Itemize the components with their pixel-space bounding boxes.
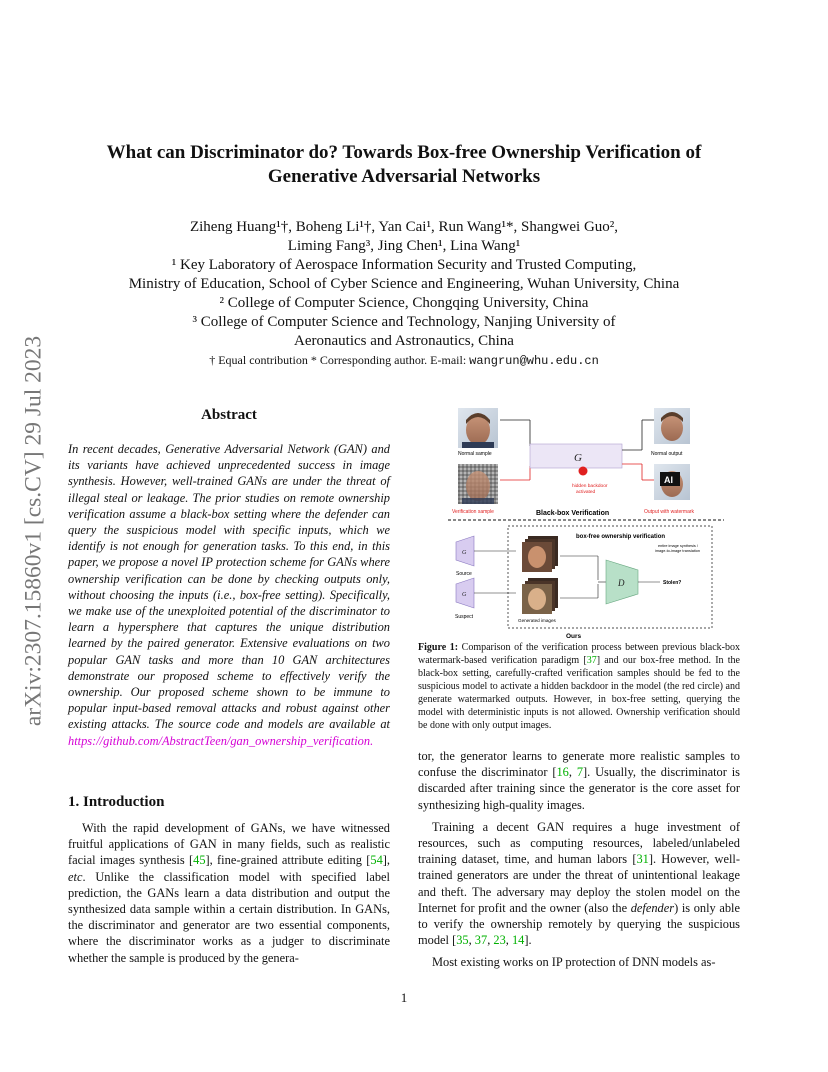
affiliation-1b: Ministry of Education, School of Cyber Science and Engineering, Wuhan University, China (128, 276, 680, 292)
paper-title: What can Discriminator do? Towards Box-free Ownership Verification of Generative Adversarial Networks (106, 142, 702, 187)
column-2-body (418, 748, 740, 977)
text-run: , (505, 933, 512, 948)
text-run: ]. However, well-trained generators are under the threat of unintentional leakage and theft. The adversary may deploy the stolen model on the Internet for profit and the owner (also the (418, 852, 740, 915)
note-text: † Equal contribution * Corresponding author. E-mail: (209, 353, 470, 367)
generator-label: G (574, 452, 582, 464)
text-run: ) is only able to verify the ownership remotely by querying the suspicious model [ (418, 900, 741, 948)
blackbox-label: Black-box Verification (536, 510, 610, 517)
source-label: Source (456, 571, 472, 577)
entire-image-label-2: image-to-image translation (655, 549, 700, 553)
abstract-text (68, 441, 390, 749)
arxiv-id: arXiv:2307.15860v1 [cs.CV] 29 Jul 2023 (20, 335, 47, 727)
text-run: ], fine-grained attribute editing [ (205, 853, 371, 868)
text-run: Training a decent GAN requires a huge investment of resources, such as computing resources, labeled/unlabeled training dataset, time, and human labors [ (418, 819, 740, 867)
source-g-label: G (462, 550, 467, 556)
activated-label: activated (576, 490, 596, 495)
text-run: . Unlike the classification model with specified label prediction, the GANs learn a data distribution and output the synthesized data sample within a certain distribution. In GANs, the discriminator and generator are two essential components, where the discriminator works as a judger to discriminate whether the sample is produced by the genera- (68, 869, 390, 965)
text-run: ]. Usually, the discriminator is discarded after training since the generator is the core asset for synthesizing high-quality images. (418, 765, 740, 812)
entire-image-label-1: entire image synthesis / (658, 544, 698, 548)
author-line-2: Liming Fang³, Jing Chen¹, Lina Wang¹ (287, 238, 521, 254)
col2-paragraph-2 (418, 819, 740, 949)
text-run: With the rapid development of GANs, we have witnessed fruitful applications of GAN in many fields, such as realistic facial images synthesis [ (68, 821, 390, 868)
abstract-body: In recent decades, Generative Adversarial Network (GAN) and its variants have achieved unprecedented success in image synthesis. However, well-trained GANs are under the threat of illegal steal or leakage. The prior studies on remote ownership verification assume a black-box setting where the defender can query the suspicious model with specific inputs, which we identify is not enough for generation tasks. To this end, in this paper, we propose a novel IP protection scheme for GANs where ownership verification can be done by checking outputs only, without choosing the inputs (i.e., box-free setting). Specifically, we make use of the unexploited potential of the discriminator to learn a hypersphere that captures the unique distribution learned by the paired generator. Extensive evaluations on two popular GAN tasks and more than 10 GAN architectures demonstrate our proposed scheme to effectively verify the ownership. Our proposed scheme shown to be immune to popular input-based removal attacks and robust against other existing attacks. The source code and models are available at (68, 442, 390, 732)
citation-23[interactable]: 23 (493, 933, 506, 948)
boxfree-label: box-free ownership verification (576, 534, 666, 540)
verification-sample-label: Verification sample (452, 509, 494, 515)
normal-output-label: Normal output (651, 451, 683, 457)
caption-citation-37[interactable]: 37 (586, 655, 597, 666)
author-block (60, 218, 748, 371)
affiliation-1a: ¹ Key Laboratory of Aerospace Information Security and Trusted Computing, (171, 257, 637, 273)
affiliation-2: ² College of Computer Science, Chongqing University, China (219, 295, 589, 311)
text-run: , (468, 933, 475, 948)
hidden-backdoor-label: hidden backdoor (572, 484, 608, 489)
citation-45[interactable]: 45 (193, 853, 206, 868)
stolen-label: Stolen? (663, 580, 682, 586)
abstract-heading: Abstract (201, 407, 257, 423)
figure-caption (418, 641, 740, 732)
citation-54[interactable]: 54 (370, 853, 383, 868)
suspect-g-label: G (462, 592, 467, 598)
suspect-image-stack (522, 578, 558, 614)
citation-37[interactable]: 37 (474, 933, 488, 948)
text-run: tor, the generator learns to generate more realistic samples to confuse the discriminator [ (418, 749, 740, 780)
citation-14[interactable]: 14 (511, 933, 525, 948)
citation-31[interactable]: 31 (636, 852, 649, 867)
col2-paragraph-3: Most existing works on IP protection of DNN models as- (432, 955, 716, 970)
caption-run: Comparison of the verification process between previous black-box watermark-based verification paradigm [ (418, 642, 740, 666)
normal-sample-label: Normal sample (458, 451, 492, 457)
normal-output-image (654, 408, 690, 444)
intro-paragraph (68, 820, 390, 966)
contribution-note (60, 351, 748, 371)
affiliation-3a: ³ College of Computer Science and Technology, Nanjing University of (192, 314, 616, 330)
text-run-italic: defender (630, 900, 675, 915)
figure-1 (448, 400, 724, 640)
page-number: 1 (400, 990, 408, 1005)
discriminator-label: D (618, 578, 625, 588)
affiliation-3b: Aeronautics and Astronautics, China (294, 333, 514, 349)
verification-sample-image (458, 464, 498, 504)
code-link[interactable]: https://github.com/AbstractTeen/gan_ownership_verification. (68, 733, 374, 748)
col2-paragraph-1 (418, 748, 740, 813)
watermark-ai-text: AI (664, 475, 673, 485)
text-run: ], (382, 853, 390, 868)
generated-images-label: Generated images (518, 618, 556, 623)
citation-16[interactable]: 16 (556, 765, 569, 780)
caption-run: ] and our box-free method. In the black-box setting, carefully-crafted verification samples should be fed to the suspicious model to activate a hidden backdoor in the model (the red circle) and generate watermarked outputs. However, in box-free setting, querying the model with deterministic inputs is not allowed. Ownership verification should be done with only output images. (418, 655, 740, 731)
text-run: , (568, 765, 577, 780)
section-heading-introduction: 1. Introduction (68, 794, 165, 810)
hidden-backdoor-circle (579, 467, 588, 476)
output-watermark-label: Output with watermark (644, 509, 695, 515)
arxiv-stamp (18, 296, 50, 766)
citation-35[interactable]: 35 (456, 933, 469, 948)
normal-sample-image (458, 408, 498, 448)
caption-label: Figure 1: (418, 642, 459, 653)
source-image-stack (522, 536, 558, 572)
text-run: ]. (524, 933, 532, 948)
author-line-1: Ziheng Huang¹†, Boheng Li¹†, Yan Cai¹, Run Wang¹*, Shangwei Guo², (189, 219, 619, 235)
ours-label: Ours (566, 633, 582, 640)
text-run-italic: etc (68, 869, 83, 884)
email: wangrun@whu.edu.cn (469, 354, 599, 368)
text-run: , (487, 933, 494, 948)
suspect-label: Suspect (455, 614, 474, 620)
citation-7[interactable]: 7 (576, 765, 584, 780)
